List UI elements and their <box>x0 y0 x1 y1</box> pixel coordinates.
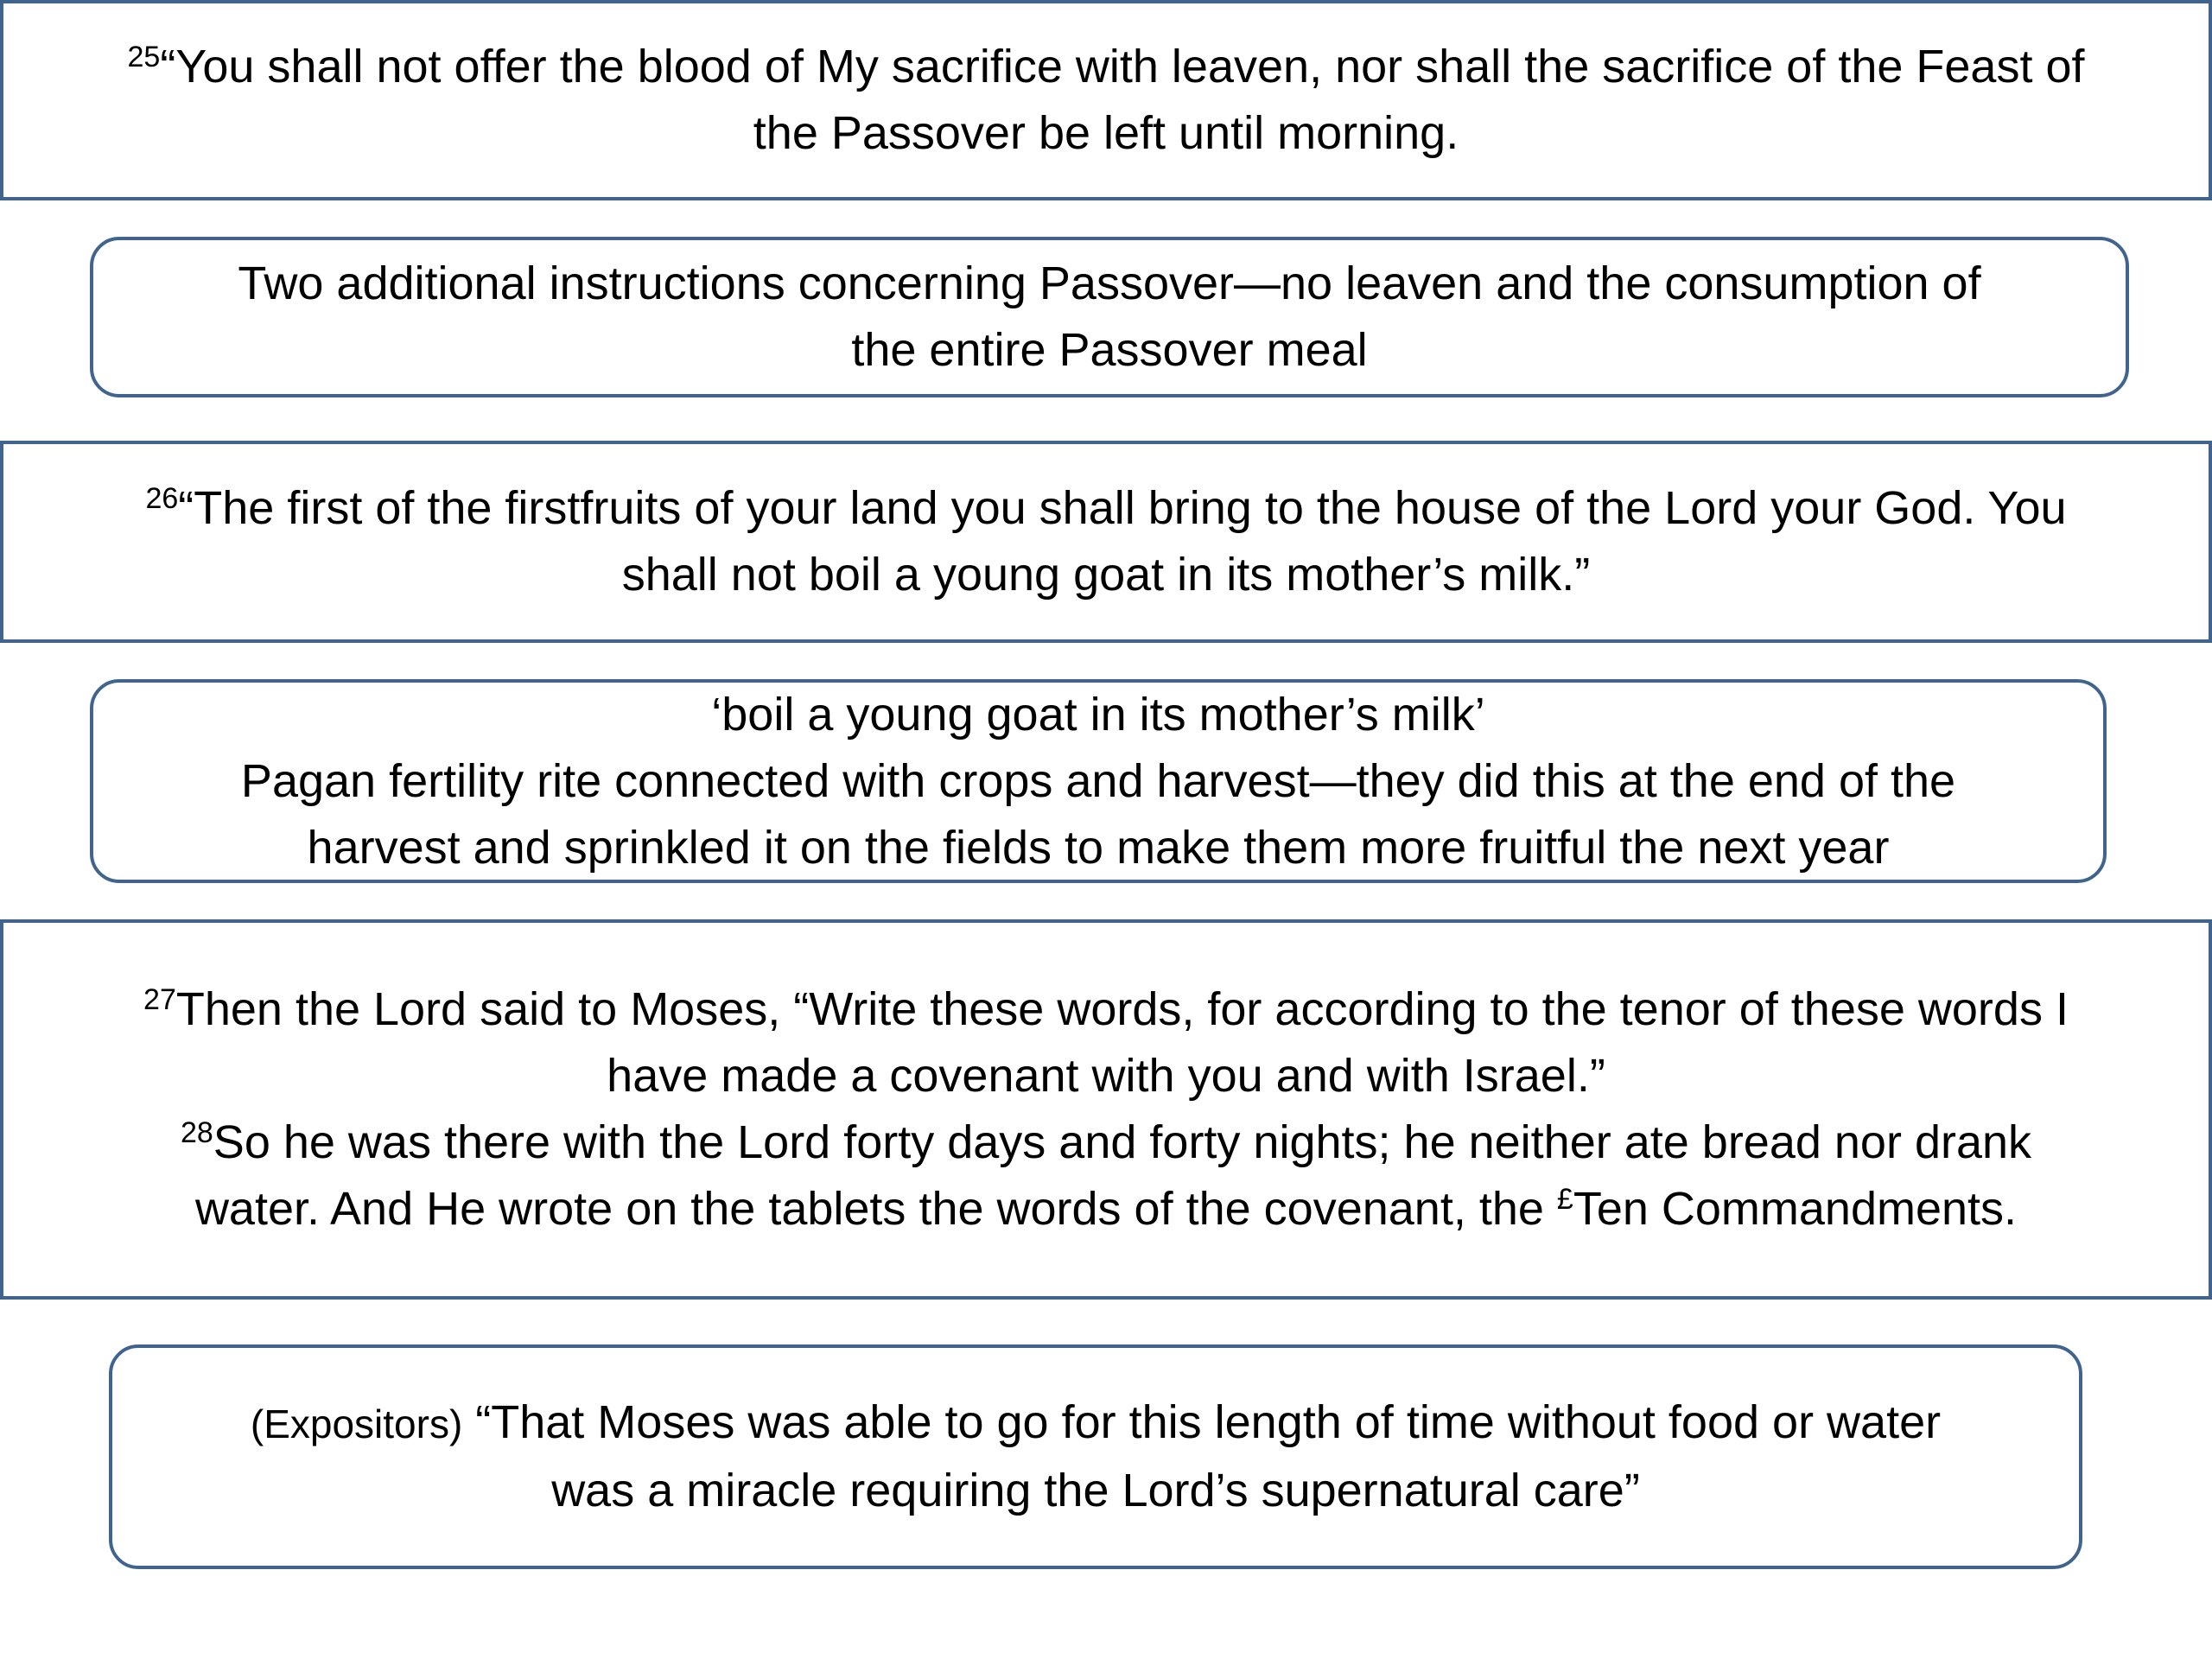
verse-28-footnote-mark: £ <box>1556 1183 1573 1216</box>
goat-milk-note-box <box>90 679 2107 883</box>
verse-25-text-1: “You shall not offer the blood of My sacrifice with leaven, nor shall the sacrifice of the Feast of <box>160 41 2085 92</box>
passover-note-line-1: Two additional instructions concerning Passover—no leaven and the consumption of <box>238 257 1981 309</box>
verse-25-box <box>0 0 2212 200</box>
goat-milk-note-line-2: Pagan fertility rite connected with crops and harvest—they did this at the end of the <box>240 754 1956 807</box>
expositors-note-box <box>109 1344 2082 1569</box>
verse-26-line-2: shall not boil a young goat in its mother’s milk.” <box>621 549 1591 601</box>
expositors-source: (Expositors) <box>250 1402 463 1446</box>
passover-note-box <box>90 237 2129 397</box>
verse-25-line-1 <box>127 34 2084 100</box>
expositors-note-line-1 <box>251 1389 1941 1458</box>
verse-27-line-1 <box>143 976 2069 1043</box>
verse-26-text-1: “The first of the firstfruits of your land you shall bring to the house of the Lord your God. You <box>178 482 2067 534</box>
goat-milk-note-line-3: harvest and sprinkled it on the fields to make them more fruitful the next year <box>307 821 1890 874</box>
verse-25-line-2: the Passover be left until morning. <box>753 107 1459 159</box>
verse-28-text-2b: Ten Commandments. <box>1573 1183 2018 1235</box>
expositors-note-line-2: was a miracle requiring the Lord’s supernatural care” <box>551 1465 1640 1516</box>
verse-27-text-1: Then the Lord said to Moses, “Write these words, for according to the tenor of these words I <box>175 983 2069 1035</box>
verse-26-box <box>0 441 2212 643</box>
verse-28-number: 28 <box>180 1116 213 1149</box>
verse-28-line-2 <box>195 1176 2017 1243</box>
verse-26-line-1 <box>145 475 2066 542</box>
verse-28-text-1: So he was there with the Lord forty days and forty nights; he neither ate bread nor drank <box>213 1116 2032 1168</box>
verse-27-line-2: have made a covenant with you and with Israel.” <box>607 1050 1605 1102</box>
verse-26-number: 26 <box>145 482 179 515</box>
verse-28-text-2a: water. And He wrote on the tablets the words of the covenant, the <box>194 1183 1557 1235</box>
expositors-quote-1: “That Moses was able to go for this length of time without food or water <box>462 1396 1942 1448</box>
verses-27-28-box <box>0 919 2212 1300</box>
goat-milk-note-heading: ‘boil a young goat in its mother’s milk’ <box>711 688 1485 741</box>
verse-25-number: 25 <box>127 41 161 73</box>
verse-27-number: 27 <box>143 983 176 1016</box>
passover-note-line-2: the entire Passover meal <box>851 324 1368 376</box>
verse-28-line-1 <box>181 1109 2031 1176</box>
